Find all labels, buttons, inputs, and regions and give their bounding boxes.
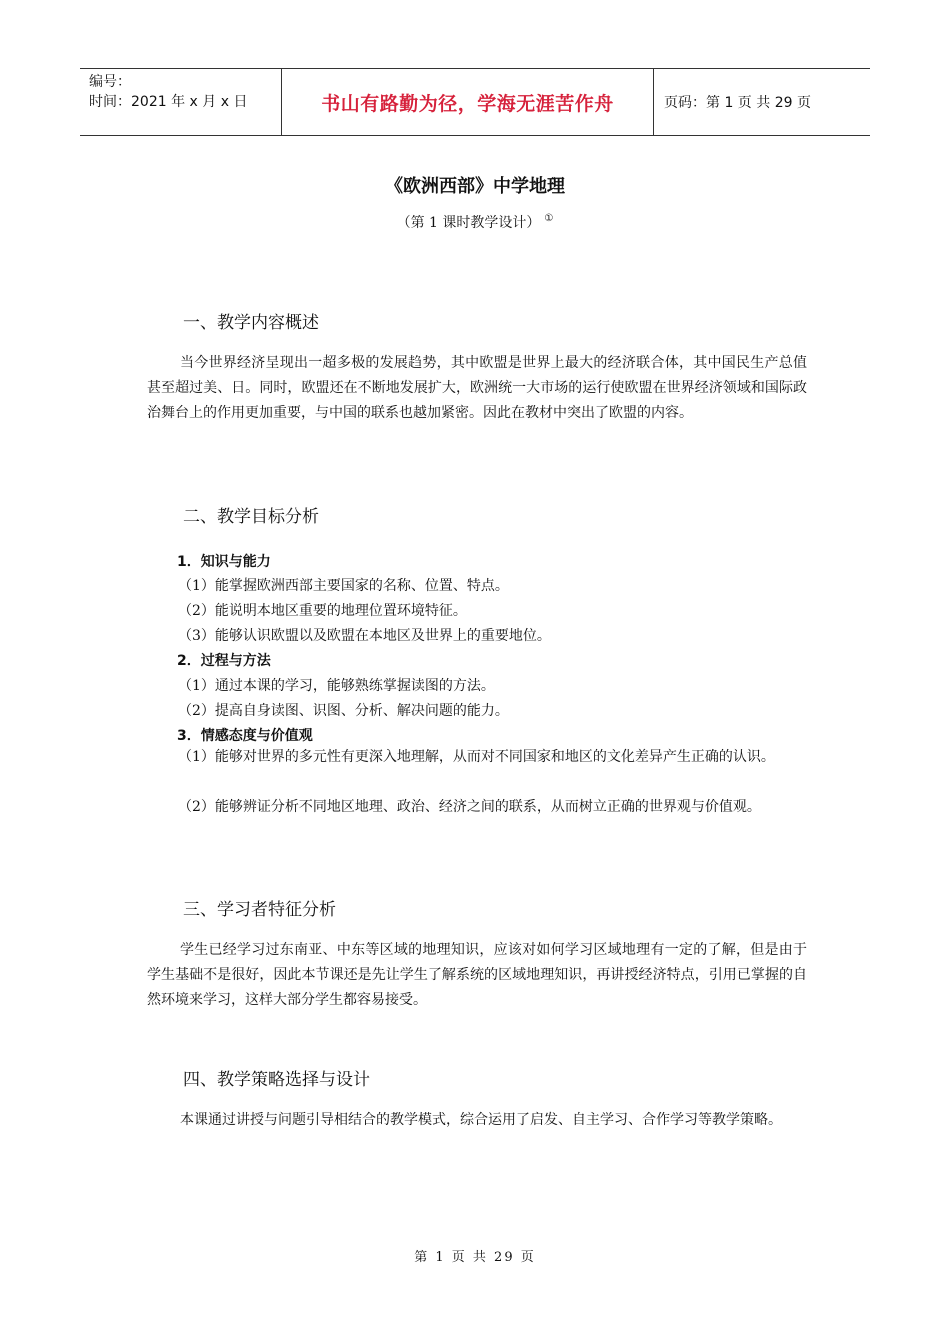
page-info: 页码：第 1 页 共 29 页 xyxy=(664,95,811,111)
time-label: 时间：2021 年 x 月 x 日 xyxy=(89,94,248,110)
header-motto-cell xyxy=(281,69,654,135)
section-heading-1: 一、教学内容概述 xyxy=(183,313,319,333)
header-page-cell xyxy=(654,69,870,135)
list-item: （2）提高自身读图、识图、分析、解决问题的能力。 xyxy=(178,703,509,719)
subheading-knowledge: 1．知识与能力 xyxy=(177,554,271,570)
section-paragraph-1: 当今世界经济呈现出一超多极的发展趋势，其中欧盟是世界上最大的经济联合体，其中国民生产总值甚至超过美、日。同时，欧盟还在不断地发展扩大，欧洲统一大市场的运行使欧盟在世界经济领域和国际政治舞台上的作用更加重要，与中国的联系也越加紧密。因此在教材中突出了欧盟的内容。 xyxy=(147,355,807,421)
section-heading-4: 四、教学策略选择与设计 xyxy=(183,1070,370,1090)
number-label: 编号： xyxy=(89,74,131,90)
header-table xyxy=(80,68,870,136)
subheading-attitude: 3．情感态度与价值观 xyxy=(177,728,313,744)
subheading-process: 2．过程与方法 xyxy=(177,653,271,669)
list-item: （2）能说明本地区重要的地理位置环境特征。 xyxy=(178,603,467,619)
list-item: （1）通过本课的学习，能够熟练掌握读图的方法。 xyxy=(178,678,495,694)
section-heading-3: 三、学习者特征分析 xyxy=(183,900,336,920)
footnote-marker: ① xyxy=(544,213,554,224)
section-paragraph-3: 学生已经学习过东南亚、中东等区域的地理知识，应该对如何学习区域地理有一定的了解，但是由于学生基础不是很好，因此本节课还是先让学生了解系统的区域地理知识，再讲授经济特点，引用已掌握的自然环境来学习，这样大部分学生都容易接受。 xyxy=(147,942,807,1008)
list-item: （2）能够辨证分析不同地区地理、政治、经济之间的联系，从而树立正确的世界观与价值观。 xyxy=(178,799,761,815)
motto: 书山有路勤为径，学海无涯苦作舟 xyxy=(321,92,614,115)
section-heading-2: 二、教学目标分析 xyxy=(183,507,319,527)
list-item: （1）能够对世界的多元性有更深入地理解，从而对不同国家和地区的文化差异产生正确的认识。 xyxy=(178,749,775,765)
subtitle-text: （第 1 课时教学设计） xyxy=(396,215,541,231)
page-subtitle xyxy=(0,212,950,232)
header-meta xyxy=(80,69,281,135)
section-paragraph-4: 本课通过讲授与问题引导相结合的教学模式，综合运用了启发、自主学习、合作学习等教学策略。 xyxy=(180,1112,782,1128)
list-item: （3）能够认识欧盟以及欧盟在本地区及世界上的重要地位。 xyxy=(178,628,551,644)
page-title: 《欧洲西部》中学地理 xyxy=(385,176,565,197)
list-item: （1）能掌握欧洲西部主要国家的名称、位置、特点。 xyxy=(178,578,509,594)
page-footer: 第 1 页 共 29 页 xyxy=(414,1250,536,1265)
